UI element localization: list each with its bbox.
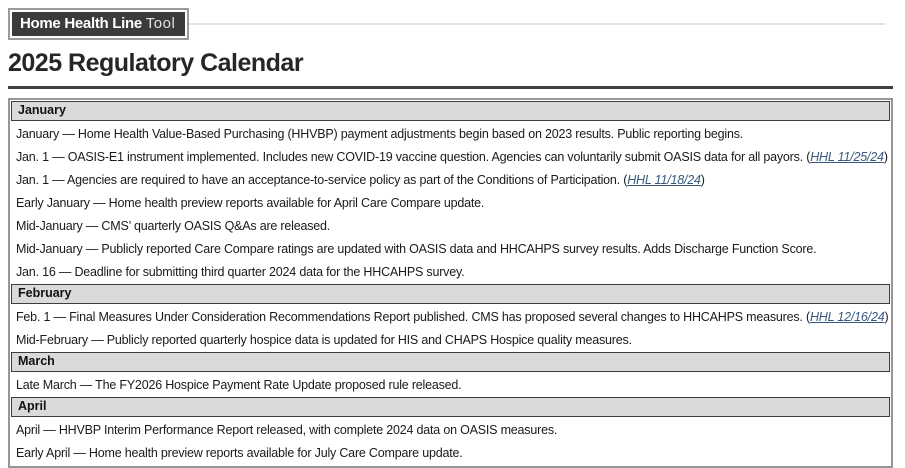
masthead-rule bbox=[189, 23, 885, 25]
badge-bold-text: Home Health Line bbox=[20, 15, 142, 32]
calendar-entry: Feb. 1 — Final Measures Under Consideration Recommendations Report published. CMS has proposed several changes to HHCAHPS measures. (HHL 12/16/24) bbox=[16, 310, 889, 324]
calendar-entry: Jan. 16 — Deadline for submitting third quarter 2024 data for the HHCAHPS survey. bbox=[16, 265, 465, 279]
page-title: 2025 Regulatory Calendar bbox=[8, 49, 304, 77]
month-header: February bbox=[11, 284, 890, 304]
month-header: January bbox=[11, 101, 890, 121]
masthead bbox=[8, 8, 893, 40]
hhl-issue-link[interactable]: HHL 11/18/24 bbox=[627, 173, 701, 187]
calendar-entry: Mid-January — CMS’ quarterly OASIS Q&As are released. bbox=[16, 219, 331, 233]
calendar-entry: January — Home Health Value-Based Purchasing (HHVBP) payment adjustments begin based on 2023 results. Public reporting begins. bbox=[16, 127, 744, 141]
calendar-entry: Mid-January — Publicly reported Care Compare ratings are updated with OASIS data and HHCAHPS survey results. Adds Discharge Function Score. bbox=[16, 242, 817, 256]
title-rule bbox=[8, 86, 893, 89]
calendar-entry: Jan. 1 — Agencies are required to have an acceptance-to-service policy as part of the Conditions of Participation. (HHL 11/18/24) bbox=[16, 173, 705, 187]
month-header: March bbox=[11, 352, 890, 372]
calendar-entry: Late March — The FY2026 Hospice Payment Rate Update proposed rule released. bbox=[16, 378, 462, 392]
calendar-table bbox=[8, 98, 893, 468]
badge-text bbox=[12, 12, 185, 36]
month-header: April bbox=[11, 397, 890, 417]
calendar-entry: Mid-February — Publicly reported quarterly hospice data is updated for HIS and CHAPS Hospice quality measures. bbox=[16, 333, 632, 347]
badge-light-text: Tool bbox=[145, 15, 176, 32]
calendar-entry: Early April — Home health preview reports available for July Care Compare update. bbox=[16, 446, 463, 460]
calendar-entry: April — HHVBP Interim Performance Report released, with complete 2024 data on OASIS measures. bbox=[16, 423, 558, 437]
hhl-issue-link[interactable]: HHL 12/16/24 bbox=[809, 310, 885, 324]
hhl-issue-link[interactable]: HHL 11/25/24 bbox=[810, 150, 884, 164]
calendar-entry: Jan. 1 — OASIS-E1 instrument implemented. Includes new COVID-19 vaccine question. Agencies can voluntarily submit OASIS data for all payors. (HHL 11/25/24) bbox=[16, 150, 888, 164]
calendar-entry: Early January — Home health preview reports available for April Care Compare update. bbox=[16, 196, 485, 210]
home-health-line-badge bbox=[8, 8, 189, 40]
